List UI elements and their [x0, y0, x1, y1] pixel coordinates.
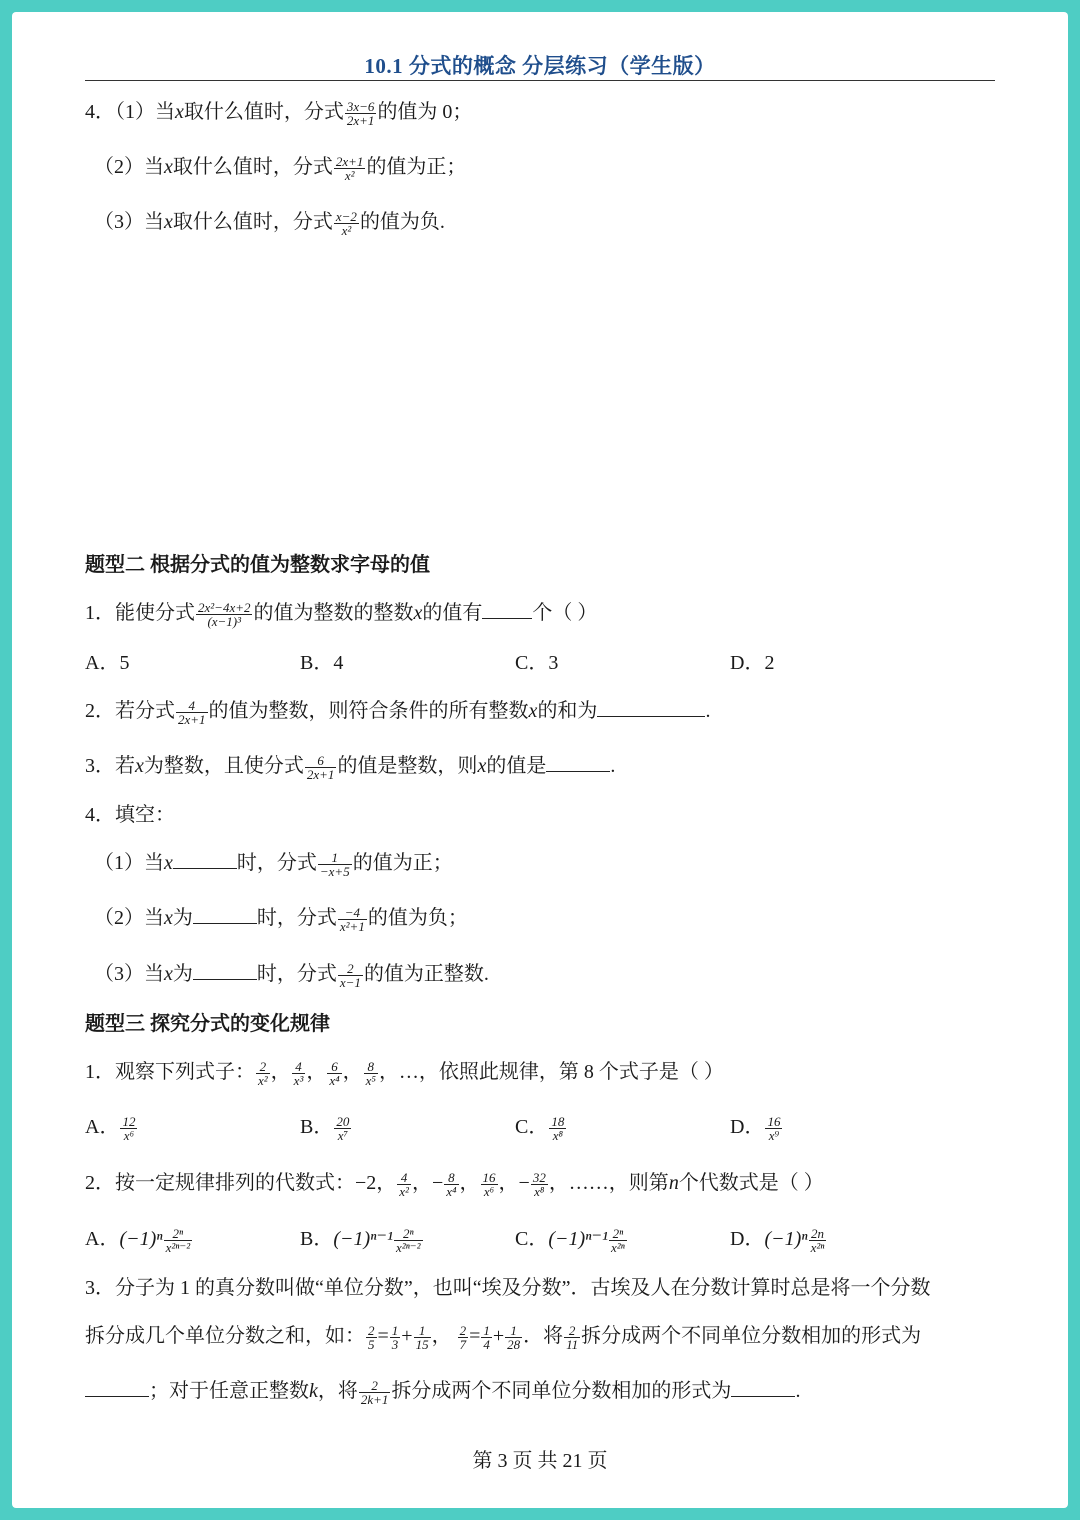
fraction: $\frac{6}{\text{x⁴}}$ — [329, 1058, 340, 1088]
document-page — [12, 12, 1068, 1508]
option-c: C．3 — [515, 652, 559, 674]
question-4-part-1: 4．（1）当x取什么值时，分式 $\frac{3x-6}{2x+1}$ 的值为 0； — [85, 98, 473, 128]
option-d: D．(−1)ⁿ $\frac{2n}{\text{x²ⁿ}}$ — [730, 1225, 825, 1255]
fraction: $\frac{-4}{\text{x²+1}}$ — [339, 904, 365, 934]
s3-question-3-line-1: 3．分子为 1 的真分数叫做“单位分数”，也叫“埃及分数”．古埃及人在分数计算时总是将一个分数 — [85, 1277, 931, 1299]
option-d: D． $\frac{16}{\text{x⁹}}$ — [730, 1113, 781, 1143]
answer-blank[interactable] — [597, 698, 705, 717]
option-c: C．(−1)ⁿ⁻¹ $\frac{\text{2ⁿ}}{\text{x²ⁿ}}$ — [515, 1225, 625, 1255]
option-b: B． $\frac{20}{\text{x⁷}}$ — [300, 1113, 350, 1143]
answer-blank[interactable] — [546, 753, 610, 772]
option-d: D．2 — [730, 652, 775, 674]
answer-blank[interactable] — [193, 905, 257, 924]
fraction: $\frac{4}{\text{x³}}$ — [293, 1058, 304, 1088]
s3-question-3-line-3: ；对于任意正整数k，将 $\frac{2}{2k+1}$ 拆分成两个不同单位分数相加的形式为 . — [85, 1377, 800, 1406]
option-b: B．(−1)ⁿ⁻¹ $\frac{\text{2ⁿ}}{\text{x²ⁿ⁻²}}$ — [300, 1225, 421, 1255]
fraction: $\frac{1}{-x+5}$ — [319, 849, 350, 879]
s2-question-4-part-2: （2）当x为 时，分式 $\frac{-4}{\text{x²+1}}$ 的值为负； — [94, 904, 468, 934]
s2-question-4-part-3: （3）当x为 时，分式 $\frac{2}{x-1}$ 的值为正整数. — [94, 960, 489, 990]
answer-blank[interactable] — [482, 600, 532, 619]
question-4-part-2: （2）当x取什么值时，分式 $\frac{2x+1}{\text{x²}}$ 的值为正； — [94, 153, 467, 183]
s3-question-1: 1．观察下列式子： $\frac{2}{\text{x²}}$ ， $\frac{4}{\text{x³}}$ ， $\frac{6}{\text{x⁴}}$ ， $\frac{8}{\text{x⁵}}$ ，…，依照此规律，第 8 个式子是（ ） — [85, 1058, 724, 1088]
answer-blank[interactable] — [85, 1378, 149, 1397]
page-footer: 第 3 页 共 21 页 — [472, 1450, 608, 1472]
s2-question-1: 1．能使分式 $\frac{\text{2x²−4x+2}}{\text{(x−1)³}}$ 的值为整数的整数x的值有 个（ ） — [85, 599, 598, 629]
answer-blank[interactable] — [731, 1378, 795, 1397]
section-2-heading: 题型二 根据分式的值为整数求字母的值 — [85, 554, 430, 576]
option-c: C． $\frac{18}{\text{x⁸}}$ — [515, 1113, 565, 1143]
fraction: $\frac{x-2}{\text{x²}}$ — [335, 208, 357, 238]
question-4-part-3: （3）当x取什么值时，分式 $\frac{x-2}{\text{x²}}$ 的值为负. — [94, 208, 445, 238]
section-3-heading: 题型三 探究分式的变化规律 — [85, 1013, 330, 1035]
fraction: $\frac{6}{2x+1}$ — [306, 752, 335, 782]
s2-question-4-title: 4．填空： — [85, 804, 175, 826]
header-divider — [85, 80, 995, 81]
fraction: $\frac{2}{x-1}$ — [339, 960, 361, 990]
fraction: $\frac{8}{\text{x⁵}}$ — [365, 1058, 376, 1088]
fraction: $\frac{3x-6}{2x+1}$ — [346, 98, 375, 128]
fraction: $\frac{4}{2x+1}$ — [178, 697, 206, 727]
fraction: $\frac{2x+1}{\text{x²}}$ — [335, 153, 364, 183]
page-header-title: 10.1 分式的概念 分层练习（学生版） — [364, 54, 716, 78]
s3-question-2: 2．按一定规律排列的代数式：−2， $\frac{4}{\text{x²}}$ ，− $\frac{8}{\text{x⁴}}$ ， $\frac{16}{\text{x⁶}}$ ，− $\frac{32}{\text{x⁸}}$ ，……，则第n个代数式是（ ） — [85, 1169, 824, 1199]
answer-blank[interactable] — [193, 961, 257, 980]
fraction: $\frac{\text{2x²−4x+2}}{\text{(x−1)³}}$ — [198, 599, 251, 629]
option-a: A．(−1)ⁿ $\frac{\text{2ⁿ}}{\text{x²ⁿ⁻²}}$ — [85, 1225, 191, 1255]
fraction: $\frac{2}{\text{x²}}$ — [258, 1058, 268, 1088]
option-a: A．5 — [85, 652, 130, 674]
s2-question-3: 3．若x为整数，且使分式 $\frac{6}{2x+1}$ 的值是整数，则x的值是 . — [85, 752, 616, 782]
option-a: A． $\frac{12}{\text{x⁶}}$ — [85, 1113, 136, 1143]
s2-question-4-part-1: （1）当x 时，分式 $\frac{1}{-x+5}$ 的值为正； — [94, 849, 453, 879]
option-b: B．4 — [300, 652, 344, 674]
s2-question-2: 2．若分式 $\frac{4}{2x+1}$ 的值为整数，则符合条件的所有整数x的和为 . — [85, 697, 711, 727]
s3-question-3-line-2: 拆分成几个单位分数之和，如： $\frac{2}{5}$ = $\frac{1}{3}$ + $\frac{1}{15}$ ， $\frac{2}{7}$ = $\frac{1}{4}$ + $\frac{1}{28}$ ．将 $\frac{2}{11}$ 拆分成两个不同单位分数相加的形式为 — [85, 1322, 922, 1352]
answer-blank[interactable] — [173, 850, 237, 869]
